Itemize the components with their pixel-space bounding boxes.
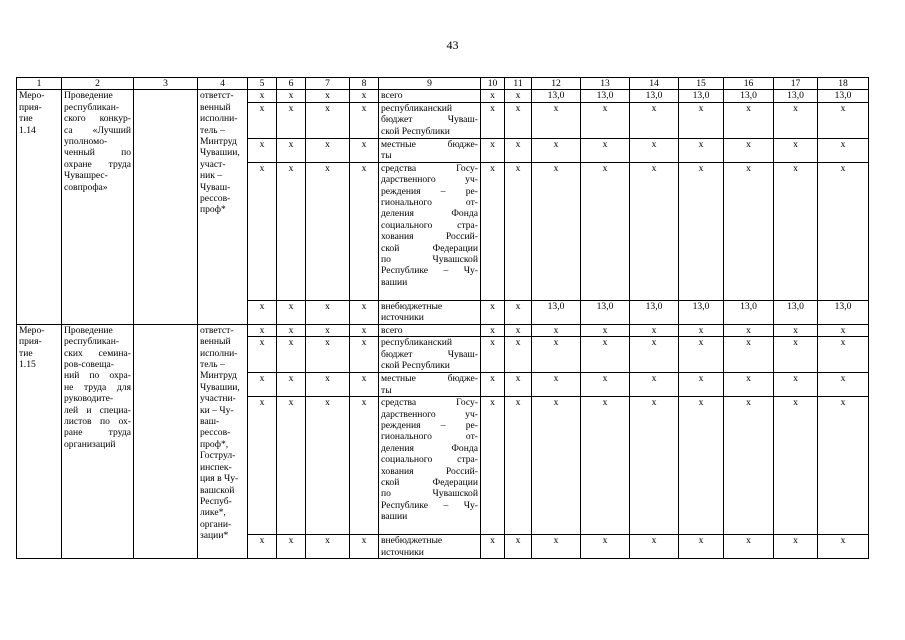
column-number: 15 <box>679 78 724 90</box>
value-cell: x <box>481 138 505 162</box>
cell-line: Гострул- <box>200 450 236 462</box>
value-cell: 13,0 <box>532 300 581 324</box>
value-cell: x <box>248 138 277 162</box>
value-cell: x <box>724 337 774 373</box>
funding-source <box>379 373 481 397</box>
value-cell: x <box>679 324 724 336</box>
value-cell: x <box>630 535 679 559</box>
column-number: 3 <box>134 78 198 90</box>
cell-line: ского конкур- <box>64 113 131 125</box>
value-cell: x <box>248 90 277 102</box>
cell-line: рессов- <box>200 427 231 439</box>
value-cell: x <box>277 102 306 138</box>
cell-line: реждения – ре- <box>381 420 478 432</box>
cell-line: инспек- <box>200 461 232 473</box>
value-cell: x <box>774 373 818 397</box>
value-cell: x <box>505 90 532 102</box>
cell-line: ране труда <box>64 427 131 439</box>
value-cell: x <box>630 138 679 162</box>
value-cell: x <box>277 397 306 535</box>
cell-line: ской Республики <box>381 360 450 372</box>
event-name <box>62 324 134 558</box>
cell-line: ских семина- <box>64 347 131 359</box>
cell-line: ответст- <box>200 90 234 102</box>
empty-cell <box>134 90 198 324</box>
cell-line: внебюджетные <box>381 535 443 547</box>
value-cell: x <box>481 535 505 559</box>
value-cell: x <box>505 162 532 300</box>
value-cell: x <box>679 397 724 535</box>
cell-line: республикан- <box>64 101 120 113</box>
cell-line: организаций <box>64 438 116 450</box>
column-number: 4 <box>198 78 248 90</box>
value-cell: 13,0 <box>724 300 774 324</box>
cell-line: Чуваш- <box>200 181 231 193</box>
value-cell: x <box>724 324 774 336</box>
cell-line: Меро- <box>19 324 45 336</box>
column-number: 7 <box>306 78 350 90</box>
value-cell: x <box>306 162 350 300</box>
value-cell: x <box>581 397 630 535</box>
cell-line: лике*, <box>200 507 226 519</box>
cell-line: са «Лучший <box>64 124 131 136</box>
cell-line: хования Россий- <box>381 465 478 477</box>
cell-line: ской Федерации <box>381 477 478 489</box>
column-number: 11 <box>505 78 532 90</box>
event-executor <box>198 90 248 324</box>
value-cell: x <box>774 337 818 373</box>
value-cell: 13,0 <box>724 90 774 102</box>
cell-line: венный <box>200 101 231 113</box>
value-cell: x <box>306 324 350 336</box>
cell-line: бюджет Чуваш- <box>381 114 478 126</box>
value-cell: x <box>679 535 724 559</box>
cell-line: внебюджетные <box>381 300 443 312</box>
cell-line: вашской <box>200 484 235 496</box>
funding-source <box>379 90 481 102</box>
value-cell: x <box>481 337 505 373</box>
table-row <box>17 90 869 102</box>
cell-line: ник – <box>200 170 223 182</box>
column-number: 12 <box>532 78 581 90</box>
value-cell: x <box>277 162 306 300</box>
table-row <box>17 324 869 336</box>
cell-line: средства Госу- <box>381 397 478 409</box>
cell-line: всего <box>381 324 403 336</box>
value-cell: x <box>350 535 379 559</box>
value-cell: x <box>724 102 774 138</box>
value-cell: x <box>350 337 379 373</box>
value-cell: x <box>248 300 277 324</box>
value-cell: x <box>581 337 630 373</box>
value-cell: x <box>505 138 532 162</box>
value-cell: x <box>350 90 379 102</box>
page-number: 43 <box>446 38 459 52</box>
value-cell: x <box>350 138 379 162</box>
value-cell: x <box>306 397 350 535</box>
value-cell: x <box>306 300 350 324</box>
value-cell: x <box>350 102 379 138</box>
cell-line: ты <box>381 384 392 396</box>
cell-line: ция в Чу- <box>200 473 239 485</box>
cell-line: ской Республики <box>381 125 450 137</box>
column-number: 17 <box>774 78 818 90</box>
cell-line: источники <box>381 546 424 558</box>
value-cell: x <box>724 397 774 535</box>
value-cell: x <box>724 162 774 300</box>
value-cell: x <box>532 337 581 373</box>
cell-line: проф*, <box>200 438 229 450</box>
cell-line: листов по ох- <box>64 416 131 428</box>
value-cell: 13,0 <box>630 300 679 324</box>
value-cell: 13,0 <box>630 90 679 102</box>
cell-line: ответст- <box>200 324 234 336</box>
cell-line: не труда для <box>64 381 131 393</box>
event-label <box>17 90 62 324</box>
column-number: 18 <box>818 78 869 90</box>
value-cell: x <box>350 162 379 300</box>
value-cell: x <box>481 324 505 336</box>
value-cell: x <box>505 324 532 336</box>
value-cell: 13,0 <box>774 90 818 102</box>
header-row <box>17 78 869 90</box>
value-cell: x <box>481 162 505 300</box>
value-cell: x <box>350 324 379 336</box>
funding-source <box>379 138 481 162</box>
cell-line: Республике – Чу- <box>381 499 478 511</box>
value-cell: x <box>774 397 818 535</box>
cell-line: дарственного уч- <box>381 174 478 186</box>
value-cell: x <box>630 397 679 535</box>
cell-line: зации* <box>200 530 229 542</box>
funding-source <box>379 337 481 373</box>
value-cell: x <box>581 324 630 336</box>
value-cell: x <box>248 337 277 373</box>
empty-cell <box>134 324 198 558</box>
value-cell: x <box>505 300 532 324</box>
column-number: 14 <box>630 78 679 90</box>
cell-line: республиканский <box>381 337 453 349</box>
value-cell: x <box>679 102 724 138</box>
value-cell: x <box>679 138 724 162</box>
value-cell: x <box>774 324 818 336</box>
cell-line: 1.15 <box>19 359 36 371</box>
value-cell: x <box>277 535 306 559</box>
cell-line: ки – Чу- <box>200 404 234 416</box>
value-cell: x <box>248 162 277 300</box>
funding-source <box>379 300 481 324</box>
value-cell: x <box>581 102 630 138</box>
cell-line: вашии <box>381 511 408 523</box>
cell-line: исполни- <box>200 347 238 359</box>
cell-line: хования Россий- <box>381 231 478 243</box>
cell-line: Меро- <box>19 90 45 102</box>
cell-line: тель – <box>200 124 225 136</box>
cell-line: уполномо- <box>64 136 108 148</box>
cell-line: руководите- <box>64 393 114 405</box>
value-cell: x <box>818 337 869 373</box>
value-cell: x <box>248 324 277 336</box>
value-cell: x <box>277 300 306 324</box>
value-cell: x <box>277 90 306 102</box>
value-cell: x <box>532 373 581 397</box>
cell-line: участ- <box>200 158 226 170</box>
value-cell: x <box>774 102 818 138</box>
cell-line: по Чувашской <box>381 254 478 266</box>
value-cell: x <box>350 373 379 397</box>
cell-line: органи- <box>200 518 232 530</box>
cell-line: деления Фонда <box>381 208 478 220</box>
cell-line: Чувашрес- <box>64 170 108 182</box>
value-cell: x <box>306 373 350 397</box>
value-cell: 13,0 <box>818 90 869 102</box>
cell-line: рессов- <box>200 193 231 205</box>
column-number: 10 <box>481 78 505 90</box>
value-cell: x <box>481 397 505 535</box>
funding-source <box>379 102 481 138</box>
value-cell: x <box>306 102 350 138</box>
value-cell: x <box>306 337 350 373</box>
cell-line: тель – <box>200 359 225 371</box>
cell-line: вашии <box>381 276 408 288</box>
event-name <box>62 90 134 324</box>
cell-line: охране труда <box>64 158 131 170</box>
cell-line: исполни- <box>200 113 238 125</box>
value-cell: 13,0 <box>818 300 869 324</box>
value-cell: x <box>630 324 679 336</box>
value-cell: x <box>277 373 306 397</box>
cell-line: ров-совеща- <box>64 359 114 371</box>
cell-line: Чувашии, <box>200 381 240 393</box>
cell-line: бюджет Чуваш- <box>381 348 478 360</box>
value-cell: x <box>724 373 774 397</box>
value-cell: x <box>481 90 505 102</box>
value-cell: x <box>248 102 277 138</box>
cell-line: дарственного уч- <box>381 408 478 420</box>
value-cell: x <box>724 535 774 559</box>
cell-line: Респуб- <box>200 495 232 507</box>
value-cell: x <box>818 535 869 559</box>
value-cell: x <box>532 162 581 300</box>
cell-line: венный <box>200 336 231 348</box>
value-cell: x <box>818 397 869 535</box>
funding-source <box>379 535 481 559</box>
value-cell: x <box>630 162 679 300</box>
value-cell: x <box>679 373 724 397</box>
cell-line: ний по охра- <box>64 370 131 382</box>
value-cell: 13,0 <box>532 90 581 102</box>
cell-line: прия- <box>19 101 42 113</box>
value-cell: 13,0 <box>679 90 724 102</box>
value-cell: x <box>630 373 679 397</box>
cell-line: проф* <box>200 204 226 216</box>
value-cell: x <box>774 138 818 162</box>
value-cell: 13,0 <box>581 300 630 324</box>
value-cell: x <box>248 373 277 397</box>
value-cell: x <box>481 373 505 397</box>
cell-line: социального стра- <box>381 219 478 231</box>
cell-line: тие <box>19 347 33 359</box>
value-cell: x <box>679 337 724 373</box>
cell-line: прия- <box>19 336 42 348</box>
value-cell: x <box>505 337 532 373</box>
value-cell: 13,0 <box>679 300 724 324</box>
value-cell: x <box>581 373 630 397</box>
cell-line: местные бюдже- <box>381 373 478 385</box>
value-cell: x <box>505 535 532 559</box>
column-number: 16 <box>724 78 774 90</box>
cell-line: республикан- <box>64 336 120 348</box>
cell-line: местные бюдже- <box>381 138 478 150</box>
value-cell: x <box>532 138 581 162</box>
value-cell: x <box>306 90 350 102</box>
column-number: 5 <box>248 78 277 90</box>
cell-line: Республике – Чу- <box>381 265 478 277</box>
cell-line: Чувашии, <box>200 147 240 159</box>
cell-line: участни- <box>200 393 236 405</box>
cell-line: источники <box>381 312 424 324</box>
column-number: 1 <box>17 78 62 90</box>
cell-line: тие <box>19 113 33 125</box>
value-cell: x <box>248 397 277 535</box>
cell-line: совпрофа» <box>64 181 108 193</box>
column-number: 2 <box>62 78 134 90</box>
value-cell: x <box>818 138 869 162</box>
value-cell: x <box>581 162 630 300</box>
value-cell: x <box>350 397 379 535</box>
value-cell: x <box>532 324 581 336</box>
value-cell: x <box>505 373 532 397</box>
event-label <box>17 324 62 558</box>
value-cell: x <box>505 397 532 535</box>
value-cell: x <box>481 102 505 138</box>
value-cell: x <box>774 535 818 559</box>
value-cell: x <box>532 535 581 559</box>
value-cell: x <box>532 102 581 138</box>
value-cell: x <box>818 324 869 336</box>
value-cell: x <box>818 162 869 300</box>
cell-line: деления Фонда <box>381 442 478 454</box>
program-table <box>16 77 869 559</box>
funding-source <box>379 324 481 336</box>
value-cell: x <box>630 102 679 138</box>
value-cell: x <box>306 535 350 559</box>
cell-line: ченный по <box>64 147 131 159</box>
value-cell: x <box>277 138 306 162</box>
value-cell: x <box>505 102 532 138</box>
value-cell: 13,0 <box>581 90 630 102</box>
cell-line: ской Федерации <box>381 242 478 254</box>
cell-line: 1.14 <box>19 124 36 136</box>
value-cell: x <box>481 300 505 324</box>
value-cell: x <box>581 138 630 162</box>
value-cell: x <box>630 337 679 373</box>
cell-line: ваш- <box>200 416 220 428</box>
column-number: 9 <box>379 78 481 90</box>
column-number: 6 <box>277 78 306 90</box>
cell-line: Минтруд <box>200 136 237 148</box>
column-number: 13 <box>581 78 630 90</box>
value-cell: x <box>277 337 306 373</box>
value-cell: x <box>818 102 869 138</box>
value-cell: x <box>774 162 818 300</box>
value-cell: x <box>248 535 277 559</box>
event-executor <box>198 324 248 558</box>
value-cell: 13,0 <box>774 300 818 324</box>
cell-line: реждения – ре- <box>381 185 478 197</box>
cell-line: гионального от- <box>381 431 478 443</box>
value-cell: x <box>724 138 774 162</box>
funding-source <box>379 162 481 300</box>
value-cell: x <box>818 373 869 397</box>
value-cell: x <box>350 300 379 324</box>
cell-line: ты <box>381 150 392 162</box>
column-number: 8 <box>350 78 379 90</box>
value-cell: x <box>277 324 306 336</box>
value-cell: x <box>581 535 630 559</box>
cell-line: Проведение <box>64 90 113 102</box>
cell-line: лей и специа- <box>64 404 131 416</box>
value-cell: x <box>306 138 350 162</box>
cell-line: гионального от- <box>381 197 478 209</box>
cell-line: средства Госу- <box>381 162 478 174</box>
cell-line: республиканский <box>381 102 453 114</box>
value-cell: x <box>679 162 724 300</box>
cell-line: по Чувашской <box>381 488 478 500</box>
value-cell: x <box>532 397 581 535</box>
cell-line: социального стра- <box>381 454 478 466</box>
cell-line: всего <box>381 90 403 102</box>
funding-source <box>379 397 481 535</box>
cell-line: Проведение <box>64 324 113 336</box>
cell-line: Минтруд <box>200 370 237 382</box>
